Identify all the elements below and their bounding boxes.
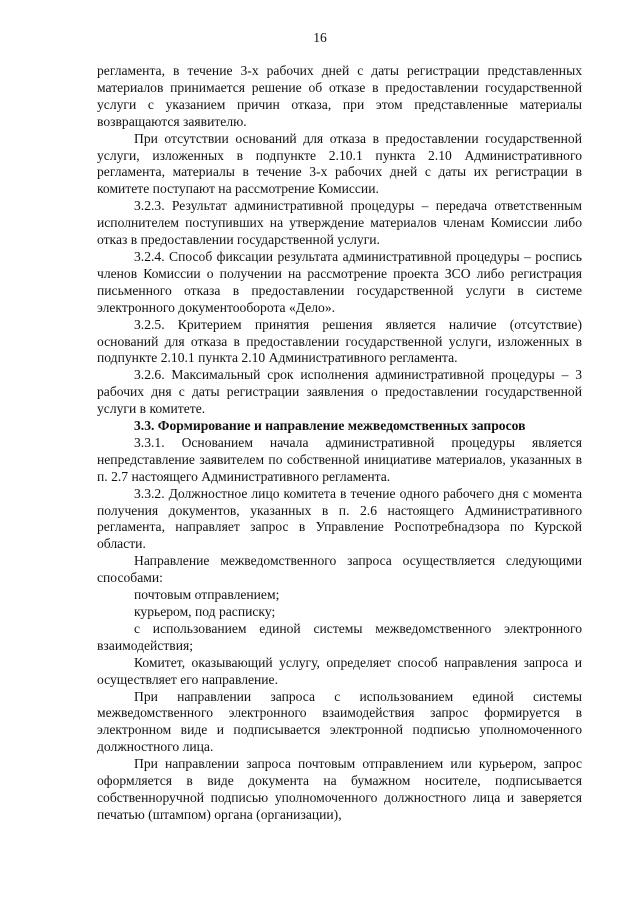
- paragraph: При направлении запроса с использованием единой системы межведомственного электронного взаимодействия запрос формируется в электронном виде и подписывается электронной подписью уполномоченного должностного лица.: [97, 688, 582, 755]
- list-item: почтовым отправлением;: [134, 587, 280, 603]
- paragraph: 3.3.2. Должностное лицо комитета в течение одного рабочего дня с момента получения документов, указанных в п. 2.6 настоящего Административного регламента, направляет запрос в Управление Роспотребнадзора по Курской области.: [97, 485, 582, 552]
- paragraph: регламента, в течение 3-х рабочих дней с даты регистрации представленных материалов принимается решение об отказе в предоставлении государственной услуги с указанием причин отказа, при этом представленные материалы возвращаются заявителю.: [97, 63, 582, 129]
- paragraph: При направлении запроса почтовым отправлением или курьером, запрос оформляется в виде документа на бумажном носителе, подписывается собственноручной подписью уполномоченного должностного лица и заверяется печатью (штампом) органа (организации),: [97, 756, 582, 822]
- document-body: [97, 63, 582, 824]
- paragraph: 3.2.5. Критерием принятия решения является наличие (отсутствие) оснований для отказа в предоставлении государственной услуги, изложенных в подпункте 2.10.1 пункта 2.10 Административного регламента.: [97, 316, 582, 366]
- paragraph: 3.3.1. Основанием начала административной процедуры является непредставление заявителем по собственной инициативе материалов, указанных в п. 2.7 настоящего Административного регламента.: [97, 434, 582, 484]
- paragraph: 3.2.3. Результат административной процедуры – передача ответственным исполнителем поступивших на утверждение материалов членам Комиссии либо отказ в предоставлении государственной услуги.: [97, 198, 582, 248]
- list-item: курьером, под расписку;: [134, 604, 276, 619]
- paragraph: 3.2.6. Максимальный срок исполнения административной процедуры – 3 рабочих дня с даты регистрации заявления о предоставлении государственной услуги в комитете.: [97, 367, 582, 417]
- list-item: с использованием единой системы межведомственного электронного взаимодействия;: [97, 620, 582, 653]
- paragraph: 3.2.4. Способ фиксации результата административной процедуры – роспись членов Комиссии о получении на рассмотрение проекта ЗСО либо регистрация письменного отказа в предоставлении государственной услуги в системе электронного документооборота «Дело».: [97, 248, 582, 315]
- paragraph: Комитет, оказывающий услугу, определяет способ направления запроса и осуществляет его направление.: [97, 654, 582, 687]
- paragraph: При отсутствии оснований для отказа в предоставлении государственной услуги, изложенных в подпункте 2.10.1 пункта 2.10 Административного регламента, материалы в течение 3-х рабочих дней с даты их регистрации в комитете поступают на рассмотрение Комиссии.: [97, 130, 582, 197]
- section-heading: 3.3. Формирование и направление межведомственных запросов: [134, 418, 526, 434]
- page-number: 16: [313, 30, 327, 45]
- paragraph: Направление межведомственного запроса осуществляется следующими способами:: [97, 553, 582, 586]
